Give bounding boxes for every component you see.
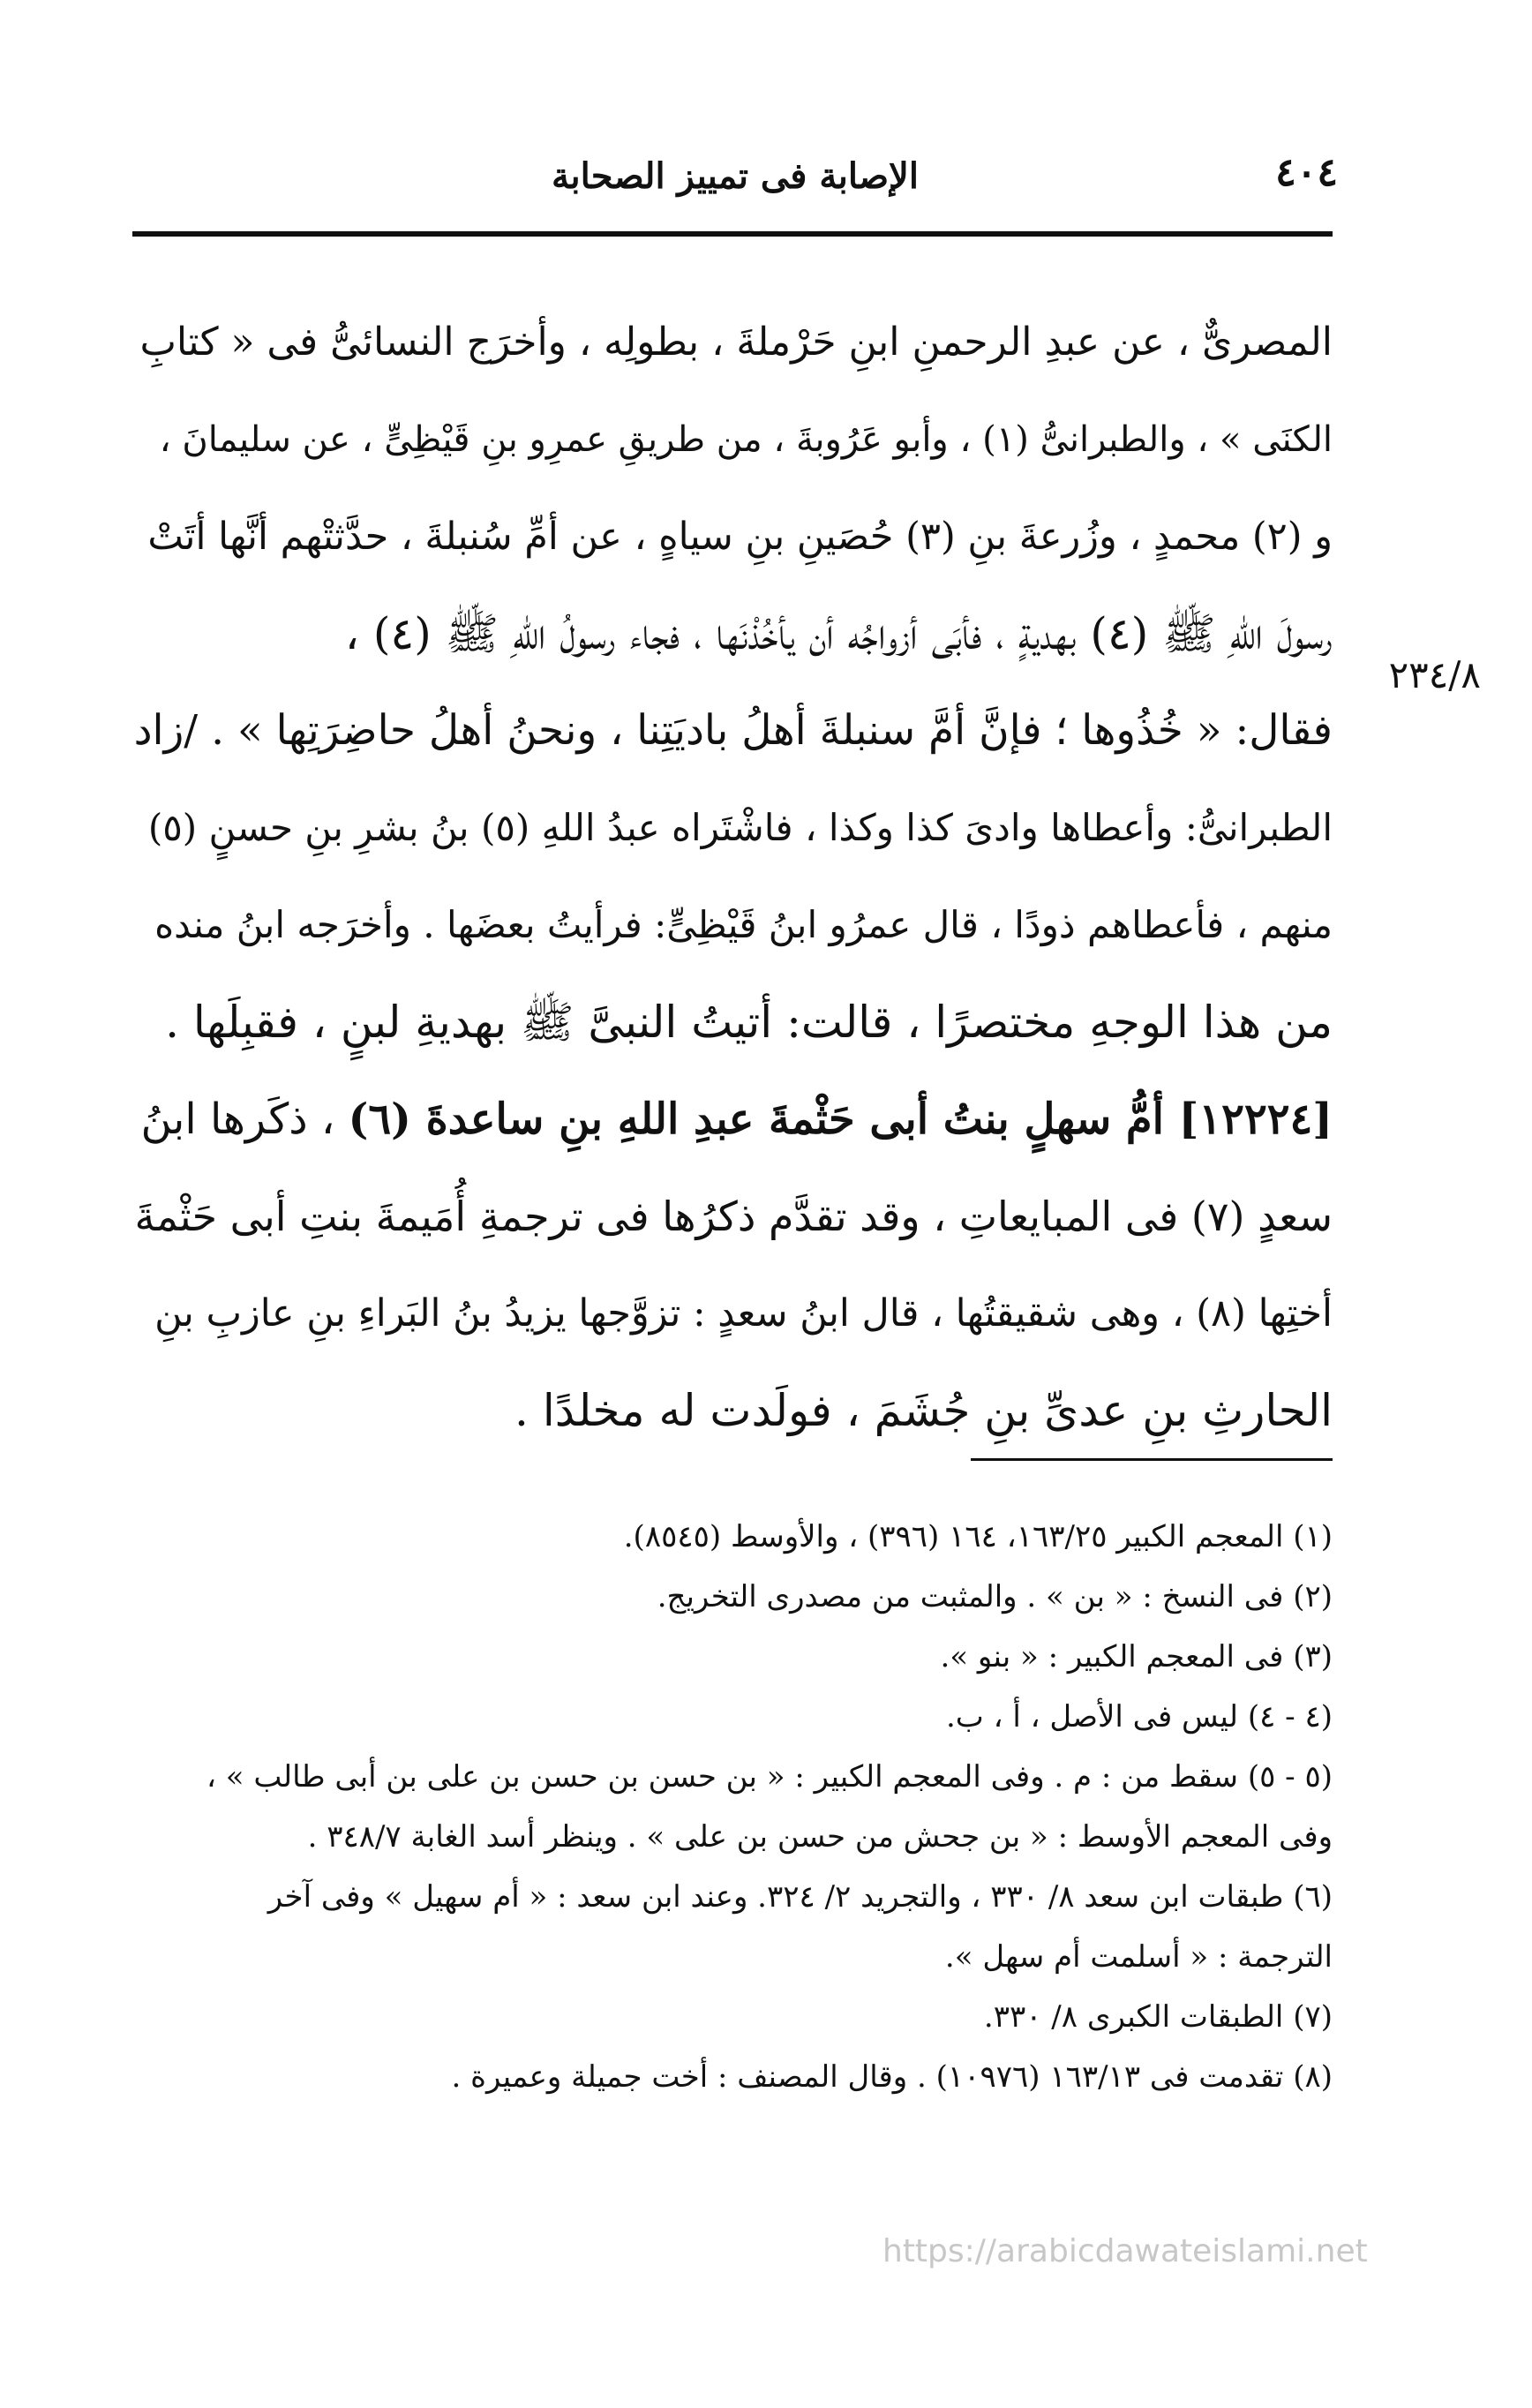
- entry-line-3: أختِها (٨) ، وهى شقيقتُها ، قال ابنُ سعدٍ : تزوَّجها يزيدُ بنُ البَراءِ بنِ عازبِ بنِ: [154, 1291, 1333, 1336]
- main-text: [132, 298, 1333, 1464]
- text-line-8: من هذا الوجهِ مختصرًا ، قالت: أتيتُ النبىَّ ﷺ بهديةِ لبنٍ ، فقبِلَها .: [165, 997, 1333, 1048]
- footnote-3: (٣) فى المعجم الكبير : « بنو ».: [940, 1639, 1333, 1674]
- footnote-7: (٧) الطبقات الكبرى ٨/ ٣٣٠.: [983, 1999, 1333, 2035]
- entry-heading: [١٢٢٢٤] أمُّ سهلٍ بنتُ أبى حَثْمةَ عبدِ اللهِ بنِ ساعدةَ (٦): [348, 1095, 1333, 1144]
- header-rule: [132, 231, 1333, 237]
- book-title: الإصابة فى تمييز الصحابة: [552, 155, 919, 197]
- text-line-1: المصرىٌّ ، عن عبدِ الرحمنِ ابنِ حَرْملةَ ، بطولِه ، وأخرَج النسائىُّ فى « كتابِ: [139, 320, 1333, 365]
- entry-first-line: [132, 1075, 1333, 1172]
- text-line-5: فقال: « خُذُوها ؛ فإنَّ أمَّ سنبلةَ أهلُ باديَتِنا ، ونحنُ أهلُ حاضِرَتِها » . /زاد: [133, 706, 1333, 755]
- footnote-separator: [971, 1458, 1333, 1461]
- entry-line-4: الحارثِ بنِ عدىِّ بنِ جُشَمَ ، فولَدت له مخلدًا .: [514, 1385, 1333, 1436]
- footnote-4: (٤ - ٤) ليس فى الأصل ، أ ، ب.: [945, 1699, 1333, 1735]
- text-line-4: رسولَ اللهِ ﷺ (٤) بهديةٍ ، فأبَى أزواجُه أن يأخُذْنَها ، فجاء رسولُ اللهِ ﷺ (٤) ،: [344, 608, 1333, 659]
- running-head: [132, 150, 1338, 212]
- footnote-6-continued: الترجمة : « أسلمت أم سهل ».: [944, 1939, 1333, 1975]
- margin-volume-page-ref: ٢٣٤/٨: [1388, 653, 1481, 696]
- text-line-2: الكنَى » ، والطبرانىُّ (١) ، وأبو عَرُوبةَ ، من طريقِ عمرِو بنِ قَيْظِىٍّ ، عن سليمانَ ،: [159, 419, 1333, 460]
- text-line-7: منهم ، فأعطاهم ذودًا ، قال عمرُو ابنُ قَيْظِىٍّ: فرأيتُ بعضَها . وأخرَجه ابنُ منده: [154, 903, 1333, 946]
- text-line-3: و (٢) محمدٍ ، وزُرعةَ بنِ (٣) حُصَينِ بنِ سياهٍ ، عن أمِّ سُنبلةَ ، حدَّثتْهم أنَّها أتَتْ: [147, 515, 1333, 559]
- footnote-2: (٢) فى النسخ : « بن » . والمثبت من مصدرى التخريج.: [657, 1579, 1333, 1614]
- footnote-1: (١) المعجم الكبير ١٦٣/٢٥، ١٦٤ (٣٩٦) ، والأوسط (٨٥٤٥).: [623, 1519, 1333, 1554]
- text-line-6: الطبرانىُّ: وأعطاها وادىَ كذا وكذا ، فاشْتَراه عبدُ اللهِ (٥) بنُ بشرِ بنِ حسنٍ (٥): [147, 806, 1333, 849]
- footnote-5: (٥ - ٥) سقط من : م . وفى المعجم الكبير : « بن حسن بن حسن بن على بن أبى طالب » ،: [207, 1759, 1333, 1795]
- watermark-url: https://arabicdawateislami.net: [882, 2233, 1368, 2269]
- footnote-6: (٦) طبقات ابن سعد ٨/ ٣٣٠ ، والتجريد ٢/ ٣٢٤. وعند ابن سعد : « أم سهيل » وفى آخر: [267, 1879, 1333, 1915]
- entry-heading-continuation: ، ذكَرها ابنُ: [140, 1095, 335, 1144]
- footnotes: [132, 1509, 1333, 2110]
- page-number: ٤٠٤: [1275, 150, 1338, 195]
- footnote-5-continued: وفى المعجم الأوسط : « بن جحش من حسن بن على » . وينظر أسد الغابة ٣٤٨/٧ .: [307, 1819, 1333, 1855]
- footnote-8: (٨) تقدمت فى ١٦٣/١٣ (١٠٩٧٦) . وقال المصنف : أخت جميلة وعميرة .: [451, 2059, 1333, 2095]
- entry-line-2: سعدٍ (٧) فى المبايعاتِ ، وقد تقدَّم ذكرُها فى ترجمةِ أُمَيمةَ بنتِ أبى حَثْمةَ: [134, 1193, 1333, 1240]
